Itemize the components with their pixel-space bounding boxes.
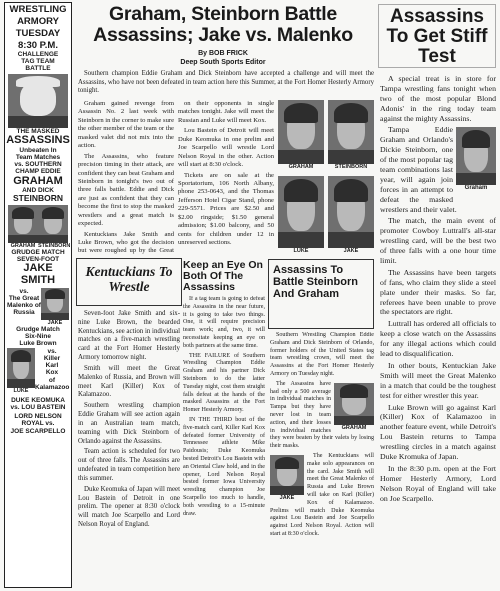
luke-photo-block <box>278 176 324 254</box>
battle-headline: Assassins To Battle Steinborn And Graham <box>268 259 374 329</box>
ad-line: Grudge Match <box>16 325 60 333</box>
paragraph: Duke Keomuka of Japan will meet Lou Bastein of Detroit in one prelim. The opener at 8:30 o'clock will match Joe Scarpello and Lord Nelson Royal of England. <box>78 485 180 529</box>
paragraph: Graham gained revenge from Assassin No. 2 last week with Steinborn in the corner to make sure the other member of the team or the masked valet did not mix into the action. <box>78 100 174 150</box>
ad-line: Killer <box>43 355 61 363</box>
main-headline: Graham, Steinborn Battle Assassins; Jake vs. Malenko <box>93 3 353 47</box>
lead-paragraph: Southern champion Eddie Graham and Dick Steinborn have accepted a challenge and will meet the Assassins, who have not been defeated in team action here this Summer, at the Fort Homer Hesterly Armory tonight. <box>78 70 374 95</box>
byline <box>76 50 370 68</box>
graham-photo <box>456 127 496 185</box>
ad-photo-row <box>5 203 71 249</box>
ad-line: vs. <box>47 347 57 355</box>
paragraph: If a tag team is going to defeat the Assassins in the near future, it is going to take two things. One, it will require precision team work; and, two, it will necessitate keeping an eye on both partners at the same time. <box>183 296 265 349</box>
ad-line: Karl <box>45 362 59 370</box>
paragraph: The Assassins, who feature precision timing in their attack, are confident they can beat Graham and Steinborn in tonight's two out of three falls battle. Eddie and Dick are just as confident that they can become the first to stop the masked wrestlers and a great match is expected. <box>78 152 174 228</box>
paragraph: The Assassins have had only a 500 average in individual matches in Tampa but they have never lost in team action, and their losses in individual matches they were beaten by their valets by losing their masks. <box>270 380 374 450</box>
photo-caption: Graham <box>464 185 488 192</box>
photo-caption: JAKE <box>343 248 359 254</box>
ad-line: vs. <box>19 287 29 295</box>
wrestling-ad <box>4 2 72 588</box>
ad-line: STEINBORN <box>12 193 64 204</box>
photo-caption: LUKE <box>293 248 309 254</box>
paragraph: In the 8:30 p.m. open at the Fort Homer Hesterly Armory, Lord Nelson Royal of England will take on Joe Scarpello. <box>380 463 496 503</box>
graham-photo-block <box>278 100 324 170</box>
paragraph: Tampa Eddie Graham and Orlando's Dickie Steinborn, one of the most popular tag team combinations last year, will again join forces in an attempt to defeat the masked wrestlers and their valet. <box>380 125 457 214</box>
jake-photo <box>41 288 69 320</box>
paragraph: Team action is scheduled for two out of three falls. The Assassins are undefeated in team competition here this summer. <box>78 448 180 482</box>
photo-caption: GRAHAM <box>341 424 367 431</box>
paragraph: Seven-foot Jake Smith and six-nine Luke Brown, the bearded Kentuckians, see action in individual matches on a five-match wrestling card at the Fort Homer Hesterly Armory tomorrow night. <box>78 310 180 362</box>
ad-line: GRAHAM <box>13 174 63 187</box>
paragraph: Southern Wrestling Champion Eddie Graham and Dick Steinborn of Orlando, former holders of the United States tag team wrestling crown, will meet the Assassins at the Fort Homer Hesterly Armory on Tuesday night. <box>270 332 374 377</box>
paragraph: Luke Brown will go against Karl (Killer) Kox of Kalamazoo in another feature event, while Detroit's Lou Bastein returns to Tampa wrestling circles in a match against Duke Kromuka of Japan. <box>380 402 496 461</box>
ad-line: Kalamazoo <box>35 383 70 391</box>
paragraph: A special treat is in store for Tampa wrestling fans tonight when two of the most popular Blond Adonis' in the ring today team against the mighty Assassins. <box>380 74 496 123</box>
jake-photo-block <box>270 455 304 502</box>
byline-title: Deep South Sports Editor <box>180 58 266 66</box>
ad-line: AND DICK <box>22 187 54 195</box>
paragraph: In other bouts, Kentuckian Jake Smith will meet the Great Malenko in a match that could be the toughest test for either wrestler this year. <box>380 360 496 400</box>
ad-line: GRUDGE MATCH <box>11 249 65 257</box>
paragraph: The Assassins have been targets of fans, who claim they slide a steel plate under their masks. So far, referees have been unable to prove the spectators are right. <box>380 267 496 317</box>
ad-line: TUESDAY <box>15 27 61 39</box>
paragraph: Lou Bastein of Detroit will meet Duke Keomuka in one prelim and Joe Scarpello will wrestle Lord Nelson Royal in the other. Action will start at 8:30 o'clock. <box>178 127 274 169</box>
luke-photo <box>7 348 35 388</box>
right-headline: Assassins To Get Stiff Test <box>378 4 496 68</box>
keep-headline: Keep an Eye On Both Of The Assassins <box>183 259 263 294</box>
graham-photo-block <box>8 205 38 249</box>
paragraph: Kentuckians Jake Smith and Luke Brown, who got the decision but were roughed up by the Great <box>78 230 174 255</box>
paragraph: Tickets are on sale at the Sportatorium, 106 North Albany, phone 253-0643, and the Thomas Jefferson Hotel Cigar Stand, phone 229-5571. Prices are $2.50 and $2.00 ringside; $1.50 general admission; $1.00 balcony, and 50 cents for children under 12 in unreserved sections. <box>178 171 274 246</box>
ad-line: JAKE SMITH <box>20 262 56 286</box>
graham-photo-block <box>334 383 374 432</box>
graham-photo-block <box>456 127 496 193</box>
ad-line: of <box>48 376 56 384</box>
keep-story <box>183 296 265 588</box>
paragraph: on their opponents in single matches tonight. Jake will meet the Russian and Luke will meet Kox. <box>178 100 274 124</box>
jake-photo-block <box>41 288 69 326</box>
paragraph: Smith will meet the Great Malenko of Russia, and Brown will meet Karl (Killer) Kox of Kalamazoo. <box>78 364 180 399</box>
jake-photo <box>328 176 374 248</box>
graham-photo <box>8 205 38 243</box>
kox-text <box>35 348 69 394</box>
ad-line: Russia <box>13 308 35 316</box>
ad-line: WRESTLING <box>9 4 67 15</box>
ad-line: The Great <box>8 294 40 302</box>
main-photo-grid <box>278 100 374 256</box>
paragraph: The Kentuckians will make solo appearances on the card. Jake Smith will meet the Great Malenko of Russia and Luke Brown will take on Karl (Killer) Kox of Kalamazoo. Prelims will match Duke Keomuka against Lou Bastein and Joe Scarpello against Lord Nelson Royal. Action will start at 8:30 o'clock. <box>270 452 374 537</box>
kentuckians-story <box>78 310 180 588</box>
malenko-text <box>7 288 41 326</box>
right-story <box>380 74 496 505</box>
ad-line: LORD NELSON <box>14 413 62 421</box>
ad-line: Six-Nine <box>24 332 51 340</box>
ad-line: THE MASKED <box>16 128 60 136</box>
ad-line: Kox <box>45 369 59 377</box>
ad-line: ARMORY <box>17 15 59 27</box>
photo-caption: GRAHAM <box>10 243 36 250</box>
ad-line: DUKE KEOMUKA <box>11 396 65 404</box>
ad-line: Team Matches <box>15 154 61 162</box>
photo-caption: LUKE <box>13 387 29 394</box>
paragraph: IN THE THIRD bout of the five-match card, Killer Karl Kox defeated former University of Tennessee athlete Mike Paidousis; Duke Keomuka bested Detroit's Lou Bastein with an Oriental Claw hold, and in the opener, Lord Nelson Royal bested former Iowa University wrestling champion Joe Scarpello too much to handle, both wrestling to a 15-minute draw. <box>183 416 265 517</box>
steinborn-photo <box>328 100 374 164</box>
main-column-1 <box>78 100 174 256</box>
ad-line: BATTLE <box>25 65 51 73</box>
photo-caption: GRAHAM <box>288 164 314 170</box>
jake-photo-block <box>328 176 374 254</box>
paragraph: Southern wrestling champion Eddie Graham will see action again in an Australian team match, teaming with Dick Steinborn of Orlando against the Assassins. <box>78 402 180 445</box>
ad-line: CHALLENGE <box>17 50 59 58</box>
steinborn-photo-block <box>328 100 374 170</box>
paragraph: THE FAILURE of Southern Wrestling Champion Eddie Graham and his partner Dick Steinborn to do the latter Tuesday night, cost them straight falls defeat at the hands of the masked Assassins at the Fort Homer Hesterly Armory. <box>183 352 265 414</box>
ad-line: 8:30 P.M. <box>18 39 58 51</box>
ad-line: Unbeaten In <box>19 146 57 154</box>
ad-line: vs. LOU BASTEIN <box>10 404 66 412</box>
main-column-2 <box>178 100 274 256</box>
steinborn-photo <box>38 205 68 243</box>
byline-author: By BOB FRICK <box>198 50 248 57</box>
ad-line: TAG TEAM <box>21 58 55 66</box>
ad-luke-row <box>5 347 71 394</box>
ad-line: JOE SCARPELLO <box>10 427 66 435</box>
ad-line: Luke Brown <box>19 339 57 347</box>
steinborn-photo-block <box>38 205 71 250</box>
ad-jake-row <box>5 287 71 326</box>
paragraph: The match, the main event of promoter Cowboy Luttrall's all-star wrestling card, will be the best two of three falls with a one hour time limit. <box>380 216 496 266</box>
battle-story <box>270 332 374 588</box>
luke-photo <box>278 176 324 248</box>
ad-line: vs. SOUTHERN <box>14 161 62 169</box>
paragraph: Luttrall has ordered all officials to keep a close watch on the Assassins for any illegal actions which could lead to disqualification. <box>380 319 496 359</box>
ad-line: CHAMP EDDIE <box>15 168 61 176</box>
luke-photo-block <box>7 348 35 394</box>
ad-line: ROYAL vs. <box>21 420 55 428</box>
ad-line: SEVEN-FOOT <box>16 256 60 264</box>
ad-line: Malenko of <box>7 301 41 309</box>
kentuckians-headline: Kentuckians To Wrestle <box>76 258 182 306</box>
ad-line: ASSASSINS <box>6 134 70 147</box>
graham-photo <box>334 383 374 425</box>
photo-caption: JAKE <box>47 319 63 326</box>
main-lead <box>78 70 374 98</box>
jake-photo <box>270 455 304 495</box>
photo-caption: JAKE <box>279 494 295 501</box>
graham-photo <box>278 100 324 164</box>
photo-caption: STEINBORN <box>38 243 71 250</box>
photo-caption: STEINBORN <box>334 164 368 170</box>
assassins-photo <box>8 74 68 128</box>
